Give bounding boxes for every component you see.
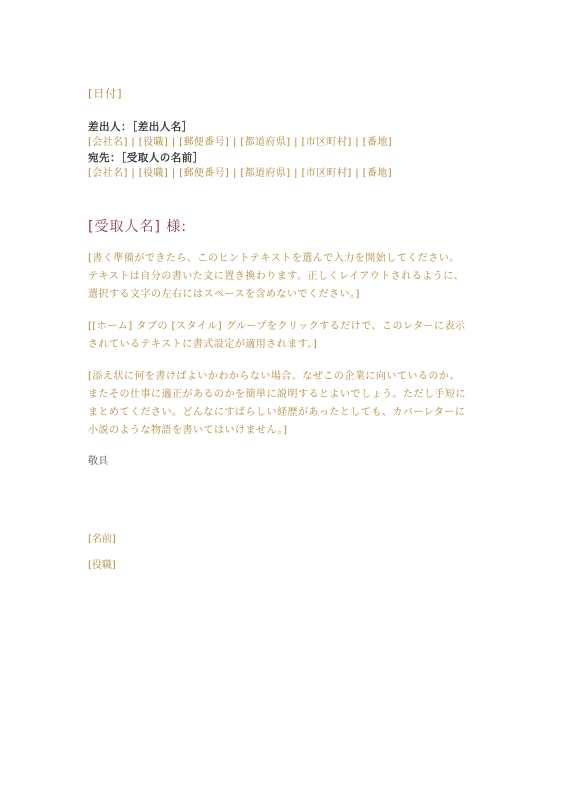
recipient-prefecture[interactable]: [都道府県] — [240, 168, 291, 179]
separator: | — [171, 137, 176, 148]
sender-address — [88, 135, 468, 151]
sender-name-line[interactable]: 差出人：［差出人名］ — [88, 121, 193, 133]
separator: | — [294, 168, 298, 179]
closing: 敬具 — [88, 456, 108, 467]
body-paragraph-1[interactable]: [書く準備ができたら、このヒントテキストを選んで入力を開始してください。テキストは自分の書いた文に置き換わります。正しくレイアウトされるように、選択する文字の左右にはスペースを含めないでください。] — [88, 253, 465, 300]
sender-prefecture[interactable]: [都道府県] — [240, 137, 291, 148]
recipient-company[interactable]: [会社名] — [88, 168, 128, 179]
recipient-postal-code[interactable]: [郵便番号] — [179, 168, 230, 179]
separator: | — [171, 168, 176, 179]
signature-title[interactable]: [役職] — [88, 560, 116, 571]
separator: | — [131, 168, 136, 179]
salutation — [88, 218, 468, 236]
recipient-address — [88, 166, 468, 182]
date-placeholder[interactable]: [日付] — [88, 87, 123, 100]
recipient-street[interactable]: [番地] — [362, 168, 393, 179]
separator: | — [232, 168, 237, 179]
recipient-city[interactable]: [市区町村] — [301, 168, 352, 179]
salutation-honorific: 様: — [166, 219, 188, 235]
separator: | — [131, 137, 136, 148]
recipient-position[interactable]: [役職] — [138, 168, 169, 179]
recipient-name-line[interactable]: 宛先：［受取人の名前］ — [88, 152, 204, 164]
sender-position[interactable]: [役職] — [138, 137, 169, 148]
body-paragraph-2[interactable]: [[ホーム] タブの [スタイル] グループをクリックするだけで、このレターに表示されているテキストに書式設定が適用されます。] — [88, 321, 466, 350]
sender-company[interactable]: [会社名] — [88, 137, 128, 148]
body-paragraph-3[interactable]: [添え状に何を書けばよいかわからない場合、なぜこの企業に向いているのか、またその仕事に適正があるのかを簡単に説明するとよいでしょう。ただし手短にまとめてください。どんなにすばらしい経歴があったとしても、カバーレターに小説のような物語を書いてはいけません。] — [88, 371, 466, 436]
sender-street[interactable]: [番地] — [362, 137, 393, 148]
sender-city[interactable]: [市区町村] — [301, 137, 352, 148]
separator: | — [294, 137, 298, 148]
signature-name[interactable]: [名前] — [88, 534, 116, 545]
letter-body — [88, 86, 468, 574]
separator: | — [355, 168, 360, 179]
separator: | — [232, 137, 237, 148]
separator: | — [355, 137, 360, 148]
salutation-recipient-name[interactable]: [受取人名] — [88, 219, 161, 235]
sender-postal-code[interactable]: [郵便番号] — [179, 137, 230, 148]
